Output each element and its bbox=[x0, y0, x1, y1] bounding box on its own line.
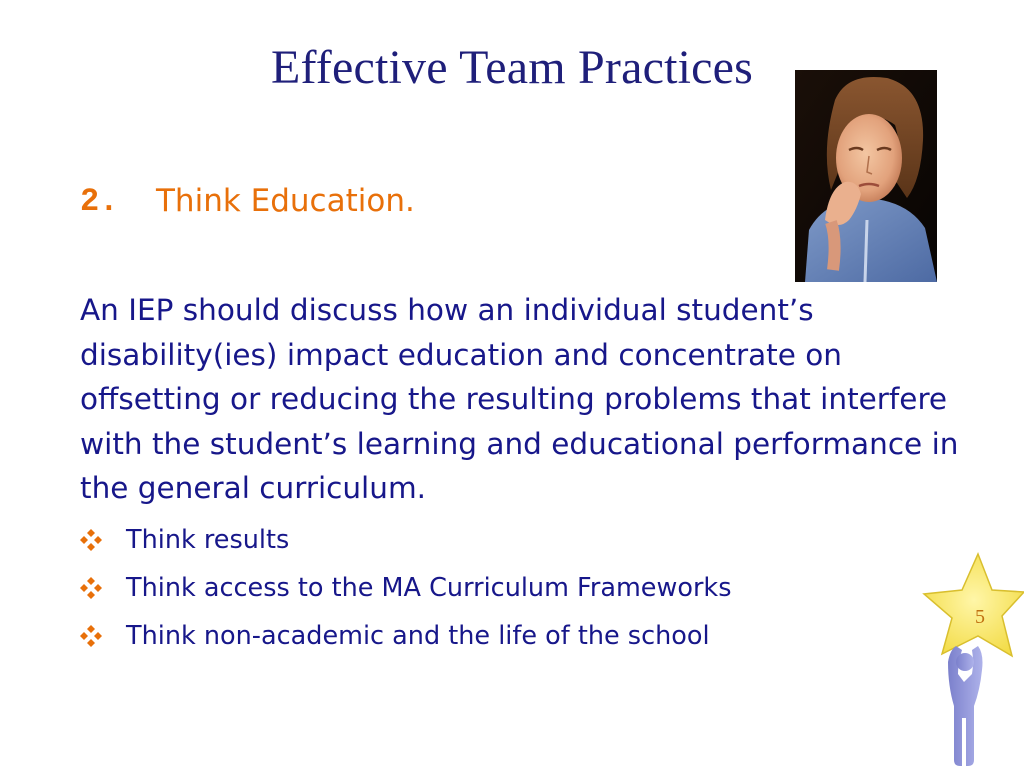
bullet-list bbox=[80, 516, 732, 660]
point-number: 2. bbox=[80, 182, 119, 220]
bullet-text: Think access to the MA Curriculum Frameworks bbox=[126, 573, 732, 603]
four-diamond-bullet-icon bbox=[80, 575, 126, 601]
bullet-text: Think non-academic and the life of the school bbox=[126, 621, 710, 651]
slide-title: Effective Team Practices bbox=[270, 41, 754, 94]
thoughtful-girl-photo bbox=[795, 70, 937, 282]
bullet-item bbox=[80, 612, 732, 660]
bullet-item bbox=[80, 516, 732, 564]
point-heading: Think Education. bbox=[156, 183, 415, 219]
page-number: 5 bbox=[975, 606, 985, 628]
person-holding-star-icon bbox=[912, 550, 1024, 768]
numbered-point bbox=[80, 178, 415, 224]
bullet-item bbox=[80, 564, 732, 612]
four-diamond-bullet-icon bbox=[80, 623, 126, 649]
bullet-text: Think results bbox=[126, 525, 290, 555]
body-paragraph: An IEP should discuss how an individual student’s disability(ies) impact education and concentrate on offsetting or reducing the resulting problems that interfere with the student’s learning and educational performance in the general curriculum. bbox=[80, 293, 959, 505]
four-diamond-bullet-icon bbox=[80, 527, 126, 553]
